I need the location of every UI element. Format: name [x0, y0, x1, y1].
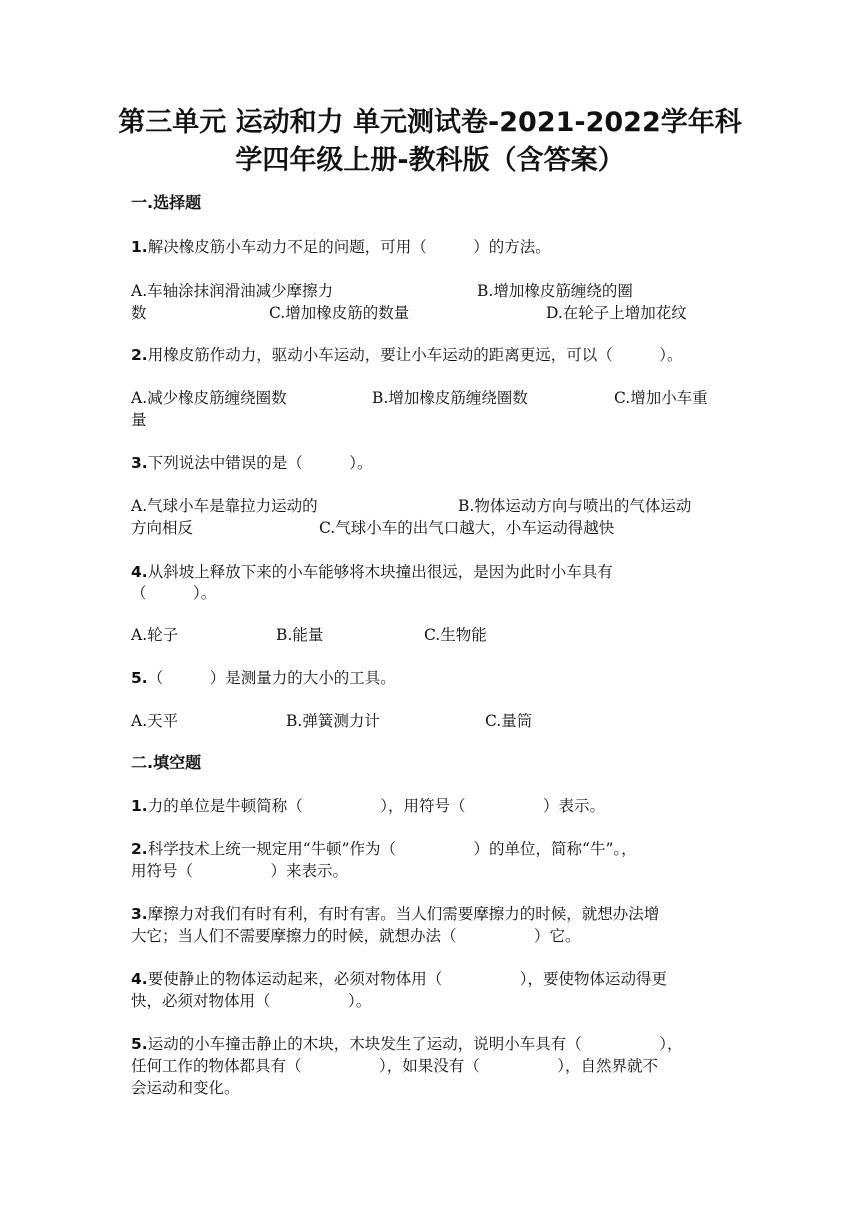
question-fill-1: [131, 795, 741, 817]
question-choice-3: [131, 452, 741, 474]
section-heading-choice: 一.选择题: [131, 193, 202, 212]
option-c: C.气球小车的出气口越大，小车运动得越快: [319, 519, 615, 537]
document-title: [100, 104, 760, 180]
option-b: B.能量: [276, 626, 324, 644]
option-a: A.减少橡皮筋缠绕圈数: [131, 389, 287, 407]
question-fill-5-line-3: 会运动和变化。: [131, 1079, 240, 1097]
option-b: B.弹簧测力计: [286, 712, 380, 730]
option-b: B.增加橡皮筋缠绕的圈: [477, 282, 633, 300]
question-text: 科学技术上统一规定用“牛顿”作为（ ）的单位，简称“牛”。，: [147, 840, 637, 858]
question-choice-5: [131, 667, 741, 689]
question-choice-4-line-2: （ ）。: [131, 584, 217, 602]
question-number: 3.: [131, 905, 148, 923]
option-a: A.天平: [131, 712, 179, 730]
question-choice-1: [131, 236, 741, 258]
question-text: 力的单位是牛顿简称（ ），用符号（ ）表示。: [147, 797, 605, 815]
question-number: 2.: [131, 346, 148, 364]
option-d: D.在轮子上增加花纹: [546, 304, 687, 322]
option-a: A.车轴涂抹润滑油减少摩擦力: [131, 282, 334, 300]
question-number: 3.: [131, 454, 148, 472]
option-b-continuation: 方向相反: [131, 519, 194, 537]
question-number: 5.: [131, 1035, 148, 1053]
option-b: B.增加橡皮筋缠绕圈数: [372, 389, 528, 407]
question-text: （ ）是测量力的大小的工具。: [147, 669, 396, 687]
question-number: 5.: [131, 669, 148, 687]
question-number: 2.: [131, 840, 148, 858]
question-text: 要使静止的物体运动起来，必须对物体用（ ），要使物体运动得更: [147, 970, 667, 988]
option-c: C.生物能: [424, 626, 487, 644]
question-choice-4: [131, 561, 741, 583]
title-line-2: 学四年级上册-教科版（含答案）: [235, 145, 625, 176]
question-fill-3: [131, 903, 741, 925]
question-number: 4.: [131, 970, 148, 988]
question-number: 1.: [131, 238, 148, 256]
question-text: 从斜坡上释放下来的小车能够将木块撞出很远，是因为此时小车具有: [147, 563, 613, 581]
question-text: 解决橡皮筋小车动力不足的问题，可用（ ）的方法。: [147, 238, 551, 256]
question-fill-2: [131, 838, 741, 860]
question-text: 用橡皮筋作动力，驱动小车运动，要让小车运动的距离更远，可以（ ）。: [147, 346, 683, 364]
question-fill-5-line-2: 任何工作的物体都具有（ ），如果没有（ ），自然界就不: [131, 1057, 659, 1075]
section-heading-fill: 二.填空题: [131, 753, 202, 772]
option-a: A.轮子: [131, 626, 179, 644]
question-fill-3-line-2: 大它；当人们不需要摩擦力的时候，就想办法（ ）它。: [131, 927, 581, 945]
question-fill-4-line-2: 快，必须对物体用（ ）。: [131, 992, 372, 1010]
question-choice-2: [131, 344, 741, 366]
option-a: A.气球小车是靠拉力运动的: [131, 497, 318, 515]
option-c: C.增加小车重: [614, 389, 708, 407]
title-line-1: 第三单元 运动和力 单元测试卷-2021-2022学年科: [118, 107, 742, 138]
question-number: 4.: [131, 563, 148, 581]
option-b: B.物体运动方向与喷出的气体运动: [458, 497, 692, 515]
option-c: C.量筒: [485, 712, 533, 730]
question-text: 运动的小车撞击静止的木块，木块发生了运动，说明小车具有（ ），: [147, 1035, 683, 1053]
question-fill-2-line-2: 用符号（ ）来表示。: [131, 862, 349, 880]
question-fill-5: [131, 1033, 741, 1055]
question-text: 摩擦力对我们有时有利，有时有害。当人们需要摩擦力的时候，就想办法增: [147, 905, 660, 923]
option-c: C.增加橡皮筋的数量: [269, 304, 410, 322]
option-c-continuation: 量: [131, 411, 147, 429]
option-b-continuation: 数: [131, 304, 147, 322]
question-fill-4: [131, 968, 741, 990]
question-text: 下列说法中错误的是（ ）。: [147, 454, 373, 472]
question-number: 1.: [131, 797, 148, 815]
